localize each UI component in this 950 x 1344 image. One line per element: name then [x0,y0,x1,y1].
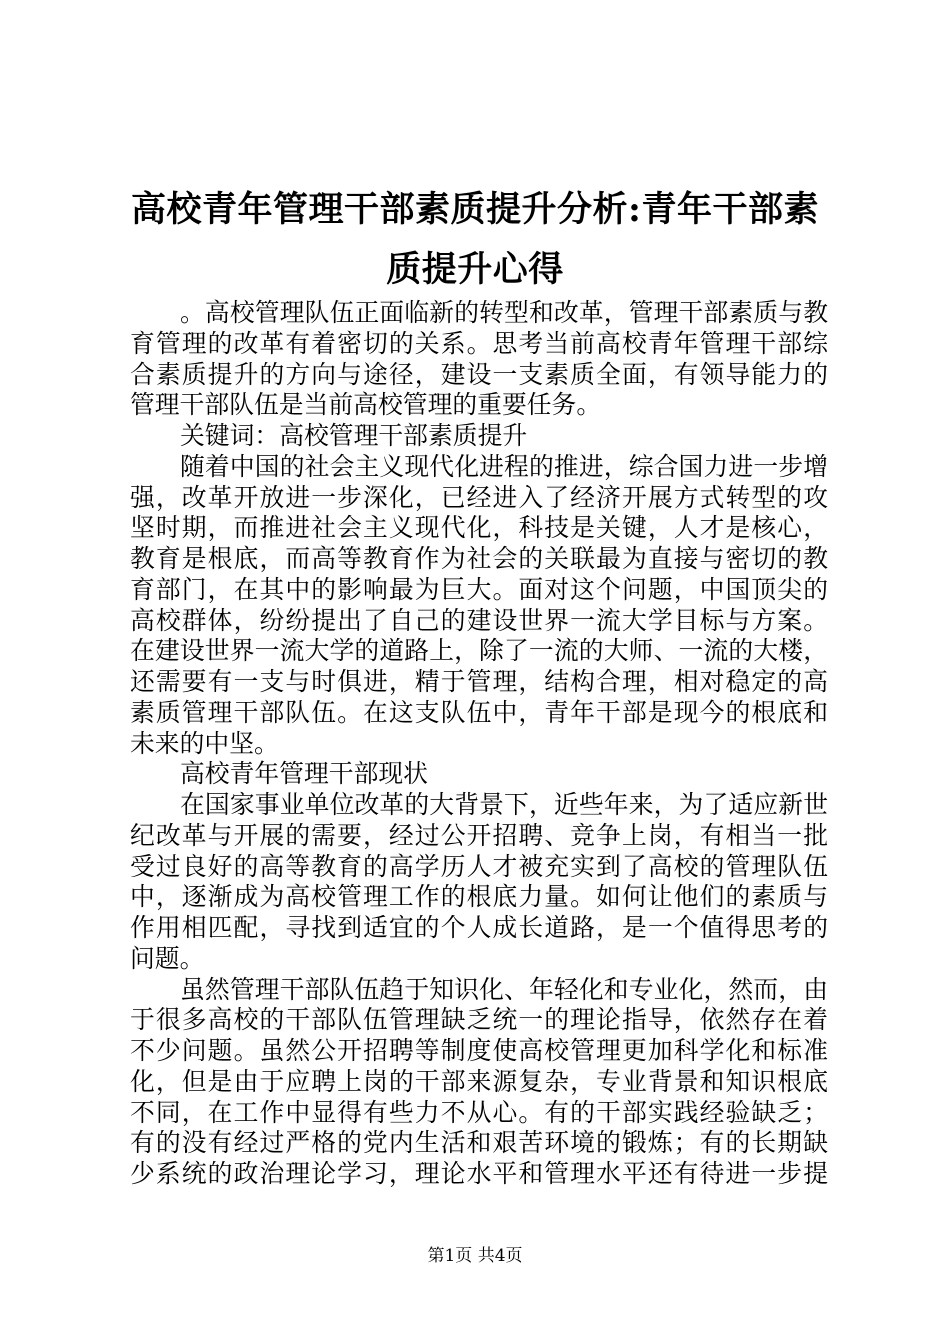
body-text-line: 高校群体，纷纷提出了自己的建设世界一流大学目标与方案。 [130,605,828,635]
body-text-line: 。高校管理队伍正面临新的转型和改革，管理干部素质与教 [180,298,828,327]
body-text-line: 素质管理干部队伍。在这支队伍中，青年干部是现今的根底和 [130,697,828,727]
document-title-line-1: 高校青年管理干部素质提升分析:青年干部素 [131,189,819,230]
body-text-line: 有的没有经过严格的党内生活和艰苦环境的锻炼；有的长期缺 [130,1128,828,1158]
body-text-line: 强，改革开放进一步深化，已经进入了经济开展方式转型的攻 [130,482,828,512]
body-text-line: 少系统的政治理论学习，理论水平和管理水平还有待进一步提 [130,1159,828,1188]
body-text-line: 管理干部队伍是当前高校管理的重要任务。 [130,390,602,420]
body-text-line: 坚时期，而推进社会主义现代化，科技是关键，人才是核心， [130,513,828,543]
body-text-line: 在建设世界一流大学的道路上，除了一流的大师、一流的大楼， [130,636,828,666]
body-text-line: 未来的中坚。 [130,728,279,758]
body-text-line: 受过良好的高等教育的高学历人才被充实到了高校的管理队伍 [130,851,828,881]
document-body [130,298,828,1190]
body-text-line: 育管理的改革有着密切的关系。思考当前高校青年管理干部综 [130,328,828,358]
body-text-line: 在国家事业单位改革的大背景下，近些年来，为了适应新世 [180,790,828,819]
body-text-line: 纪改革与开展的需要，经过公开招聘、竞争上岗，有相当一批 [130,820,828,850]
body-text-line: 育部门，在其中的影响最为巨大。面对这个问题，中国顶尖的 [130,574,828,604]
page-footer: 第1页 共4页 [427,1246,523,1266]
body-text-line: 随着中国的社会主义现代化进程的推进，综合国力进一步增 [180,451,828,481]
body-text-line: 化，但是由于应聘上岗的干部来源复杂，专业背景和知识根底 [130,1066,828,1096]
body-text-line: 不同，在工作中显得有些力不从心。有的干部实践经验缺乏； [130,1097,828,1127]
body-text-line: 中，逐渐成为高校管理工作的根底力量。如何让他们的素质与 [130,882,828,912]
body-text-line: 作用相匹配，寻找到适宜的个人成长道路，是一个值得思考的 [130,913,828,942]
document-title-line-2: 质提升心得 [386,249,564,290]
body-text-line: 虽然管理干部队伍趋于知识化、年轻化和专业化，然而，由 [180,974,828,1004]
body-text-line: 问题。 [130,943,205,973]
body-text-line: 还需要有一支与时俱进，精于管理，结构合理，相对稳定的高 [130,667,828,696]
body-text-line: 高校青年管理干部现状 [180,759,428,789]
body-text-line: 不少问题。虽然公开招聘等制度使高校管理更加科学化和标准 [130,1036,828,1065]
body-text-line: 于很多高校的干部队伍管理缺乏统一的理论指导，依然存在着 [130,1005,828,1035]
body-text-line: 教育是根底，而高等教育作为社会的关联最为直接与密切的教 [130,544,828,573]
body-text-line: 关键词：高校管理干部素质提升 [180,421,528,450]
body-text-line: 合素质提升的方向与途径，建设一支素质全面，有领导能力的 [130,359,828,389]
